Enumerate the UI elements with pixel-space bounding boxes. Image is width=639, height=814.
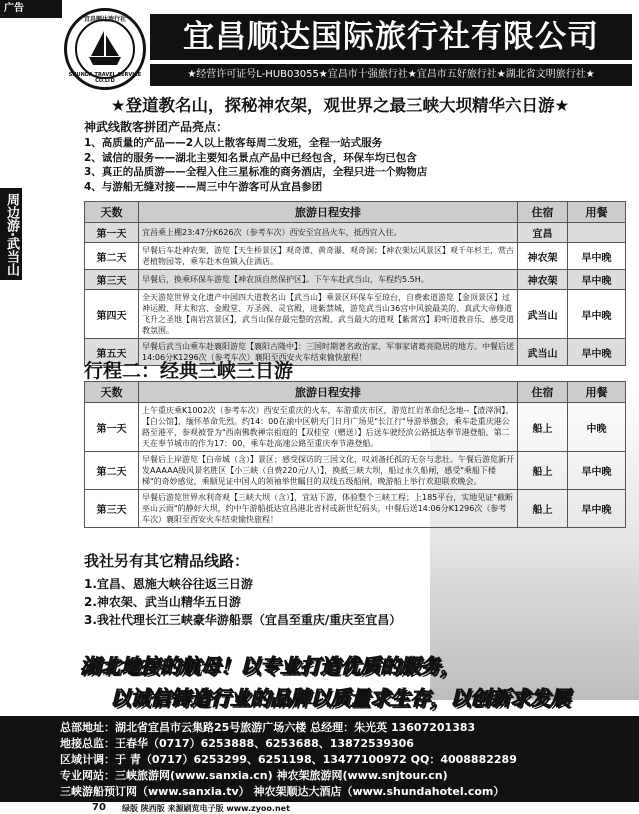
contact-websites-2: 三峡游船预订网（www.sanxia.tv） 神农架顺达大酒店（www.shundahotel.com） [60, 785, 505, 798]
contact-block [0, 716, 639, 802]
stay-cell: 船上 [518, 490, 568, 528]
day-cell: 第一天 [85, 403, 139, 452]
table-row [85, 223, 626, 243]
highlights-title: 神武线散客拼团产品亮点： [84, 120, 229, 134]
company-name: 宜昌顺达国际旅行社有限公司 [150, 14, 632, 60]
route2-title: 行程二：经典三峡三日游 [84, 360, 294, 382]
stay-cell: 船上 [518, 403, 568, 452]
side-tab: 周边游·武当山 [0, 188, 22, 280]
logo-bottom-text: SHUNDA TRAVEL SERVICE CO.LTD [68, 72, 142, 84]
header-schedule: 旅游日程安排 [139, 382, 518, 403]
ad-tag: 广告 [0, 0, 62, 18]
contact-planner: 区域计调：于 青（0717）6253299、6251198、13477100972 QQ：4008882289 [60, 753, 517, 766]
meal-cell: 早中晚 [568, 270, 626, 290]
table-row [85, 490, 626, 528]
highlights-list [84, 136, 427, 194]
meal-cell: 早中晚 [568, 339, 626, 366]
schedule-cell: 上午重庆乘K1002次（参考车次）西安至重庆的火车，车游重庆市区，游览红岩革命纪念地--【渣滓洞】、【白公馆】，缅怀革命先烈。约14：00在渝中区朝天门日月广场见"长江行"导游举旗会，乘车赴重庆港公路至港平，参观被誉为"西南佛教禅宗祖庭的【双桂堂（赠送）】后送车驶经滨公路抵达奉节港登船，第二天在奉节城市的作为17：00，乘车赴高速公路至重庆奉节港登船。 [139, 403, 518, 452]
meal-cell [568, 223, 626, 243]
header-meal: 用餐 [568, 202, 626, 223]
meal-cell: 早中晚 [568, 243, 626, 270]
footer-section: 绿版 陕西版 来源刷览电子版 www.zyoo.net [122, 804, 290, 813]
day-cell: 第二天 [85, 243, 139, 270]
schedule-cell: 宜昌乘上棚23:47分K626次（参考车次）西安至宜昌火车，抵西宜入住。 [139, 223, 518, 243]
day-cell: 第一天 [85, 223, 139, 243]
schedule-cell: 早餐后游览世界水利奇观【三峡大坝（含）】，宜站下游，体验整个三峡工程；上185平台，实地见证"截断巫山云雨"的静好大坝，约中午游船抵达宜昌港北省村或新世纪码头，中餐后送14:06分K1296次（参考车次）襄阳至西安火车结束愉快旅程！ [139, 490, 518, 528]
header-meal: 用餐 [568, 382, 626, 403]
slogan-line-1: 湖北地接的航母！以专业打造优质的服务， [80, 654, 460, 678]
stay-cell: 船上 [518, 452, 568, 490]
schedule-cell: 早餐后武当山乘车赴襄阳游览【襄阳古隆中】：三国时期著名政治家、军事家诸葛亮隐居的地方。中餐后送14:06分K1296次（参考车次）襄阳至西安火车结束愉快旅程！ [139, 339, 518, 366]
stay-cell: 武当山 [518, 290, 568, 339]
highlight-item: 4、与游船无缝对接——周三中午游客可从宜昌参团 [84, 180, 323, 193]
header-day: 天数 [85, 202, 139, 223]
itinerary-table-2 [84, 381, 626, 528]
meal-cell: 中晚 [568, 403, 626, 452]
table-row [85, 290, 626, 339]
meal-cell: 早中晚 [568, 452, 626, 490]
header-stay: 住宿 [518, 382, 568, 403]
header-day: 天数 [85, 382, 139, 403]
table-row [85, 452, 626, 490]
stay-cell: 宜昌 [518, 223, 568, 243]
highlight-item: 1、高质量的产品——2人以上散客每周二发班，全程一站式服务 [84, 137, 383, 149]
logo-ring [75, 19, 135, 79]
schedule-cell: 全天游览世界文化遗产中国四大道教名山【武当山】乘景区环保车至琼台，自费索道游览【金顶景区】过神运殿、拜太和宫、金殿堂、万圣阁、灵官殿，进紫禁城，游览武当山36宫中风貌最美的、真武大帝修道飞升之圣地【南岩宫景区】，武当山保存最完整的宫殿、武当最大的道观【紫霄宫】聆听道教音乐、感受道教氛围。 [139, 290, 518, 339]
tour-tagline: ★登道教名山，探秘神农架，观世界之最三峡大坝精华六日游★ [110, 96, 570, 115]
table-row [85, 403, 626, 452]
schedule-cell: 早餐后上岸游览【白帝城（含）】景区；感受探访的三国文化，叹刘备托孤的无奈与悲壮。午餐后游览新开发AAAAA级风景名胜区【小三峡（自费220元/人）】，换抵三峡大坝，船过永久船闸，感受"乘船下楼梯"的奇妙感觉，乘顺见证中国人的领袖举世瞩目的双线五级船闸，晚游船上举行欢迎联欢晚会。 [139, 452, 518, 490]
contact-director: 地接总监：王春华（0717）6253888、6253688、13872539306 [60, 737, 414, 750]
ship-icon [77, 21, 133, 77]
slogan-line-2: 以诚信铸造行业的品牌以质量求生存，以创新求发展 [110, 686, 570, 710]
meal-cell: 早中晚 [568, 490, 626, 528]
meal-cell: 早中晚 [568, 290, 626, 339]
highlight-item: 2、诚信的服务——湖北主要知名景点产品中已经包含，环保车均已包含 [84, 151, 417, 164]
list-item: 2.神农架、武当山精华五日游 [84, 595, 241, 609]
schedule-cell: 早餐后车赴神农架，游览【天生桥景区】观奇潭、黄奇瀑、观奇洞；【神农架坛风景区】观千年杉王，赏古老植物园等，乘车赴木鱼镇入住酒店。 [139, 243, 518, 270]
more-routes-list [84, 575, 401, 629]
contact-address: 总部地址：湖北省宜昌市云集路25号旅游广场六楼 总经理：朱光英 13607201383 [60, 721, 476, 734]
stay-cell: 神农架 [518, 243, 568, 270]
list-item: 1.宜昌、恩施大峡谷往返三日游 [84, 577, 253, 591]
company-logo [64, 8, 146, 90]
more-routes-title: 我社另有其它精品线路： [84, 552, 250, 570]
day-cell: 第五天 [85, 339, 139, 366]
logo-top-text: 宜昌顺达旅行社 [83, 16, 126, 23]
day-cell: 第三天 [85, 490, 139, 528]
stay-cell: 神农架 [518, 270, 568, 290]
schedule-cell: 早餐后，换乘环保车游览【神农顶自然保护区】。下午车赴武当山，车程约5.5H。 [139, 270, 518, 290]
day-cell: 第四天 [85, 290, 139, 339]
itinerary-table-1 [84, 201, 626, 366]
list-item: 3.我社代理长江三峡豪华游船票（宜昌至重庆/重庆至宜昌） [84, 613, 402, 627]
stay-cell: 武当山 [518, 339, 568, 366]
page-number: 70 [92, 802, 106, 813]
table-row [85, 270, 626, 290]
header-stay: 住宿 [518, 202, 568, 223]
day-cell: 第二天 [85, 452, 139, 490]
contact-websites: 专业网站：三峡旅游网(www.sanxia.cn) 神农架旅游网(www.snjtour.cn) [60, 769, 448, 782]
highlight-item: 3、真正的品质游——全程入住三星标准的商务酒店，全程只进一个购物店 [84, 166, 428, 178]
header-schedule: 旅游日程安排 [139, 202, 518, 223]
table-row [85, 243, 626, 270]
day-cell: 第三天 [85, 270, 139, 290]
licence-line: ★经营许可证号L-HUB03055★宜昌市十强旅行社★宜昌市五好旅行社★湖北省文明旅行社★ [150, 64, 632, 86]
